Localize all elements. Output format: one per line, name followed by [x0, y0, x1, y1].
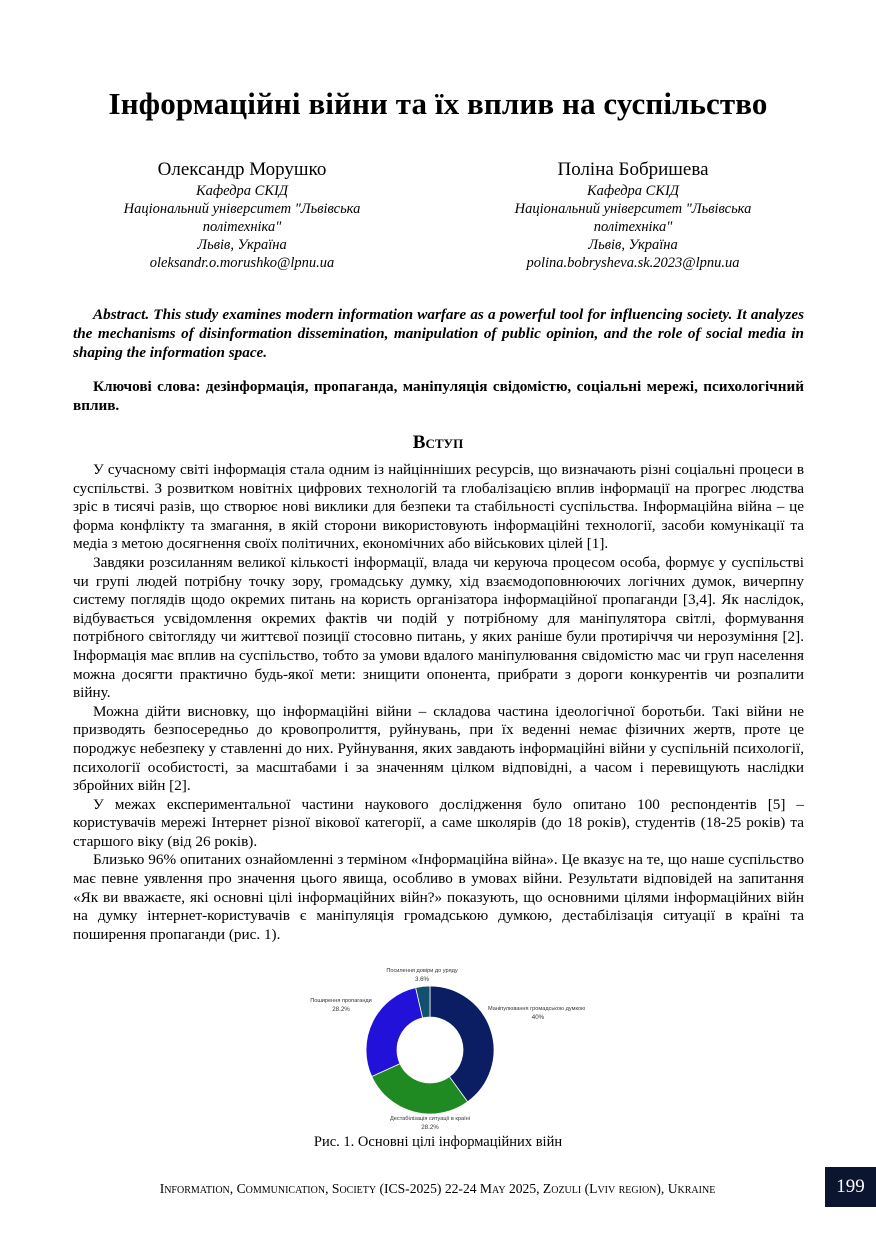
slice-label: Маніпулювання громадською думкою	[488, 1006, 586, 1012]
paragraph: У межах експериментальної частини наукового дослідження було опитано 100 респондентів [5] – користувачів мережі Інтернет різної вікової категорії, а саме школярів (до 18 років), студентів (18-25 років) та старшого віку (від 26 років).	[73, 795, 804, 850]
author-university: Національний університет "Львівська	[514, 201, 752, 217]
author-name: Поліна Бобришева	[557, 159, 709, 180]
paragraph: Завдяки розсиланням великої кількості інформації, влада чи керуюча процесом особа, формує у суспільстві чи групі людей потрібну точку зору, громадську думку, хід взаємодоповнюючих логічних думок, вичерпну систему поглядів щодо окремих питань на користь організатора інформаційної пропаганди [3,4]. Як наслідок, відбувається усвідомлення окремих фактів чи подій у потрібному для маніпулятора світлі, формування потрібного світогляду чи життєвої позиції стосовно питань, у яких раніше були протиріччя чи нерозуміння [2]. Інформація має вплив на суспільство, тобто за умови вдалого маніпулювання свідомістю мас чи груп населення можна досягти практично будь-якої мети: знищити опонента, прибрати з дороги конкурентів чи розпалити війну.	[73, 553, 804, 702]
author-block-2	[483, 158, 783, 272]
paragraph: Близько 96% опитаних ознайомленні з терміном «Інформаційна війна». Це вказує на те, що наше суспільство має певне уявлення про значення цього явища, особливо в умовах війни. Результати відповідей на запитання «Як ви вважаєте, які основні цілі інформаційних війн?» показують, що основними цілями інформаційних війн на думку інтернет-користувачів є маніпуляція громадською думкою, дестабілізація ситуації в країні та поширення пропаганди (рис. 1).	[73, 851, 804, 943]
slice-label: Дестабілізація ситуації в країні	[390, 1116, 470, 1122]
abstract: Abstract. This study examines modern information warfare as a powerful tool for influencing society. It analyzes the mechanisms of disinformation dissemination, manipulation of public opinion, and the role of social media in shaping the information space.	[73, 306, 804, 361]
keywords: Ключові слова: дезінформація, пропаганда, маніпуляція свідомістю, соціальні мережі, психологічний вплив.	[73, 378, 804, 414]
paragraph: У сучасному світі інформація стала одним із найцінніших ресурсів, що визначають різні соціальні процеси в суспільстві. З розвитком новітніх цифрових технологій та глобалізацією вплив інформації на прогрес людства зріс в тисячі разів, що створює нові виклики для безпеки та стабільності суспільства. Інформаційна війна – це форма конфлікту та змагання, в якій сторони використовують інформаційні технології, засоби комунікації та медіа з метою досягнення своїх політичних, економічних або військових цілей [1].	[73, 461, 804, 553]
donut-chart	[300, 962, 600, 1134]
paper-title: Інформаційні війни та їх вплив на суспільство	[108, 86, 768, 121]
page-number: 199	[825, 1167, 876, 1207]
section-heading: Вступ	[412, 432, 464, 453]
slice-value-label: 28.2%	[421, 1124, 439, 1131]
slice-value-label: 40%	[531, 1014, 545, 1021]
figure-caption: Рис. 1. Основні цілі інформаційних війн	[313, 1134, 563, 1150]
slice-value-label: 28.2%	[332, 1006, 350, 1013]
author-department: Кафедра СКІД	[586, 183, 680, 199]
author-city: Львів, Україна	[588, 237, 678, 253]
author-email[interactable]: oleksandr.o.morushko@lpnu.ua	[149, 255, 335, 271]
page-footer: Information, Communication, Society (ICS-2025) 22-24 May 2025, Zozuli (Lviv region), Ukraine	[159, 1181, 716, 1196]
paragraph: Можна дійти висновку, що інформаційні війни – складова частина ідеологічної боротьби. Такі війни не призводять безпосередньо до кровопролиття, руйнувань, при їх веденні немає фізичних жертв, проте це породжує небезпеку у ставленні до них. Руйнування, яких завдають інформаційні війни у суспільній психології, психології особистості, за масштабами і за значенням цілком відповідні, а часом і перевищують наслідки збройних війн [2].	[73, 702, 804, 795]
author-city: Львів, Україна	[197, 237, 287, 253]
donut-chart-figure	[300, 962, 600, 1134]
author-department: Кафедра СКІД	[195, 183, 289, 199]
author-university-cont: політехніка"	[202, 219, 282, 235]
slice-propaganda	[366, 988, 423, 1077]
author-block-1	[92, 158, 392, 272]
slice-label: Посилення довіри до уряду	[386, 968, 458, 974]
author-name: Олександр Морушко	[157, 159, 327, 180]
body-text	[73, 461, 804, 944]
author-email[interactable]: polina.bobrysheva.sk.2023@lpnu.ua	[526, 255, 740, 271]
slice-label: Поширення пропаганди	[310, 998, 372, 1004]
slice-value-label: 3.6%	[414, 976, 430, 983]
author-university-cont: політехніка"	[593, 219, 673, 235]
slice-destabilization	[372, 1064, 468, 1114]
author-university: Національний університет "Львівська	[123, 201, 361, 217]
